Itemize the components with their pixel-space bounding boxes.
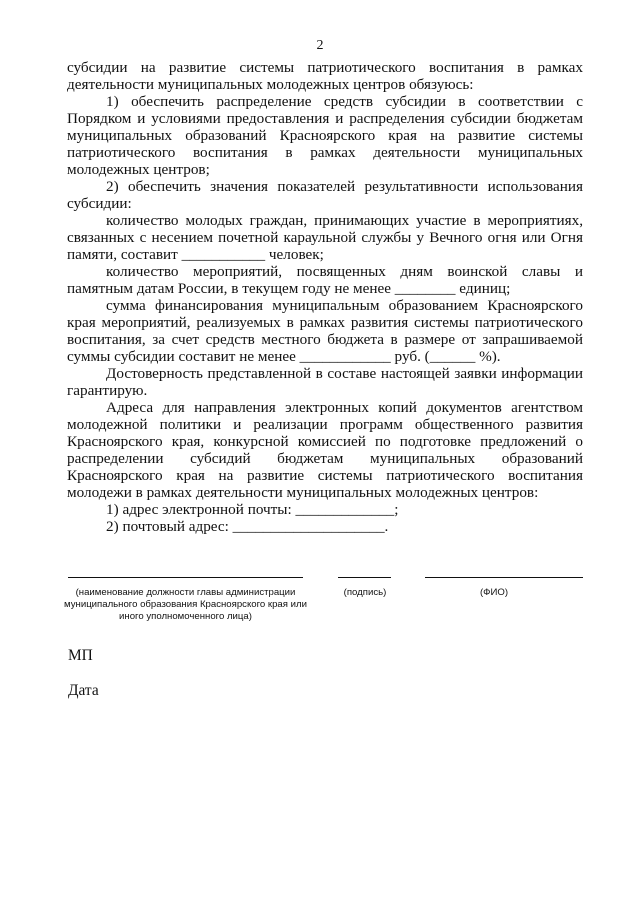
paragraph-obligation-1: 1) обеспечить распределение средств субсидии в соответствии с Порядком и условиями предоставления и распределения субсидии бюджетам муниципальных образований Красноярского края на развитие системы патриотического воспитания в рамках деятельности муниципальных молодежных центров;: [67, 93, 583, 178]
signature-caption: (подпись): [343, 587, 387, 598]
page-number: 2: [316, 38, 324, 53]
name-signature-line: [425, 577, 583, 578]
paragraph-indicator-funding: сумма финансирования муниципальным образованием Красноярского края мероприятий, реализуемых в рамках развития системы патриотического воспитания, за счет средств местного бюджета в размере от запрашиваемой суммы субсидии составит не менее ____________ руб. (______ %).: [67, 297, 583, 365]
paragraph-obligation-2: 2) обеспечить значения показателей результативности использования субсидии:: [67, 178, 583, 212]
position-signature-line: [68, 577, 303, 578]
name-caption: (ФИО): [479, 587, 509, 598]
paragraph-intro: субсидии на развитие системы патриотического воспитания в рамках деятельности муниципальных молодежных центров обязуюсь:: [67, 59, 583, 93]
paragraph-addresses: Адреса для направления электронных копий документов агентством молодежной политики и реализации программ общественного развития Красноярского края, конкурсной комиссией по подготовке предложений о распределении субсидий бюджетам муниципальных образований Красноярского края на развитие системы патриотического воспитания молодежи в рамках деятельности муниципальных молодежных центров:: [67, 399, 583, 501]
signature-line: [338, 577, 391, 578]
paragraph-indicator-citizens: количество молодых граждан, принимающих участие в мероприятиях, связанных с несением почетной караульной службы у Вечного огня или Огня памяти, составит ___________ человек;: [67, 212, 583, 263]
position-caption: (наименование должности главы администрации муниципального образования Красноярского края или иного уполномоченного лица): [64, 587, 307, 622]
paragraph-email-address: 1) адрес электронной почты: _____________;: [106, 501, 399, 518]
document-body: [67, 59, 583, 535]
paragraph-postal-address: 2) почтовый адрес: ____________________.: [106, 518, 389, 535]
paragraph-indicator-events: количество мероприятий, посвященных дням воинской славы и памятным датам России, в текущем году не менее ________ единиц;: [67, 263, 583, 297]
stamp-label: МП: [68, 647, 93, 664]
date-label: Дата: [68, 682, 99, 699]
paragraph-guarantee: Достоверность представленной в составе настоящей заявки информации гарантирую.: [67, 365, 583, 399]
